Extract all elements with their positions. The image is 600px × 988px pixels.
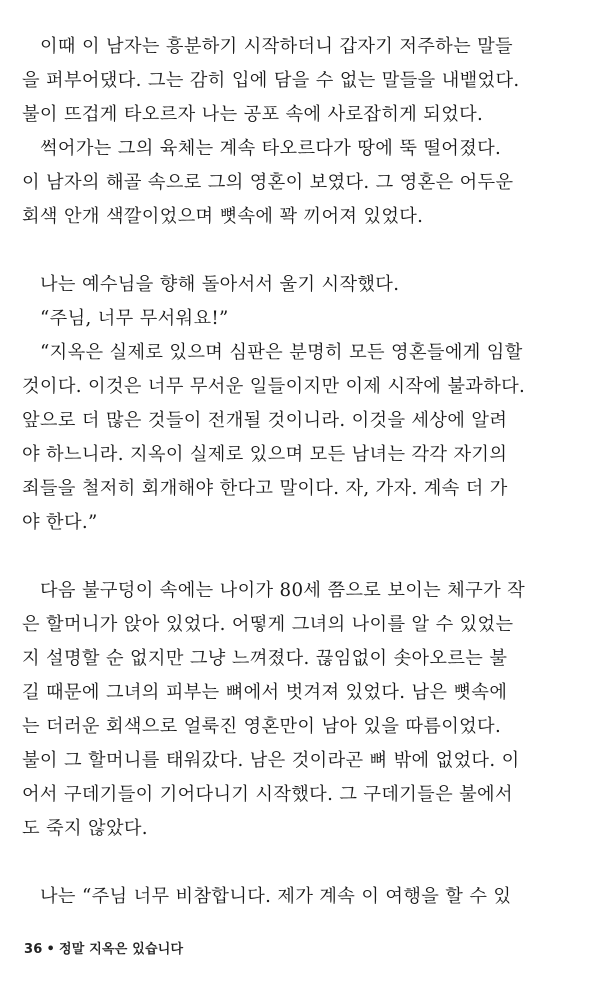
text-line: 지 설명할 순 없지만 그냥 느껴졌다. 끊임없이 솟아오르는 불 [22,648,508,669]
paragraph [22,302,578,336]
text-line: 회색 안개 색깔이었으며 뼛속에 꽉 끼어져 있었다. [22,206,424,227]
text-line: 썩어가는 그의 육체는 계속 타오르다가 땅에 뚝 떨어졌다. [40,138,502,159]
text-line: 야 하느니라. 지옥이 실제로 있으며 모든 남녀는 각각 자기의 [22,444,508,465]
text-line: 나는 “주님 너무 비참합니다. 제가 계속 이 여행을 할 수 있 [40,886,512,907]
text-line: 길 때문에 그녀의 피부는 뼈에서 벗겨져 있었다. 남은 뼛속에 [22,682,508,703]
text-line: 야 한다.” [22,512,98,533]
text-line: 다음 불구덩이 속에는 나이가 80세 쯤으로 보이는 체구가 작 [40,580,526,601]
paragraph [22,132,578,234]
page-number: 36 [24,942,43,957]
paragraph-gap [22,846,578,880]
text-line: 어서 구데기들이 기어다니기 시작했다. 그 구데기들은 불에서 [22,784,513,805]
footer-separator: • [46,942,56,957]
paragraph [22,30,578,132]
text-line: 죄들을 철저히 회개해야 한다고 말이다. 자, 가자. 계속 더 가 [22,478,508,499]
text-line: 불이 그 할머니를 태워갔다. 남은 것이라곤 뼈 밖에 없었다. 이 [22,750,520,771]
text-line: 이 남자의 해골 속으로 그의 영혼이 보였다. 그 영혼은 어두운 [22,172,514,193]
paragraph [22,574,578,846]
page-body [22,30,578,914]
book-title: 정말 지옥은 있습니다 [59,942,184,957]
text-line: 을 퍼부어댔다. 그는 감히 입에 담을 수 없는 말들을 내뱉었다. [22,70,520,91]
text-line: 불이 뜨겁게 타오르자 나는 공포 속에 사로잡히게 되었다. [22,104,484,125]
text-line: “주님, 너무 무서워요!” [40,308,229,329]
text-line: 이때 이 남자는 흥분하기 시작하더니 갑자기 저주하는 말들 [40,36,513,57]
paragraph [22,268,578,302]
text-line: 앞으로 더 많은 것들이 전개될 것이니라. 이것을 세상에 알려 [22,410,508,431]
paragraph-gap [22,540,578,574]
text-line: 나는 예수님을 향해 돌아서서 울기 시작했다. [40,274,400,295]
page-footer [24,938,183,957]
text-line: 는 더러운 회색으로 얼룩진 영혼만이 남아 있을 따름이었다. [22,716,502,737]
text-line: “지옥은 실제로 있으며 심판은 분명히 모든 영혼들에게 임할 [40,342,523,363]
paragraph [22,880,578,914]
text-line: 도 죽지 않았다. [22,818,148,839]
paragraph [22,336,578,540]
text-line: 것이다. 이것은 너무 무서운 일들이지만 이제 시작에 불과하다. [22,376,526,397]
paragraph-gap [22,234,578,268]
text-line: 은 할머니가 앉아 있었다. 어떻게 그녀의 나이를 알 수 있었는 [22,614,514,635]
